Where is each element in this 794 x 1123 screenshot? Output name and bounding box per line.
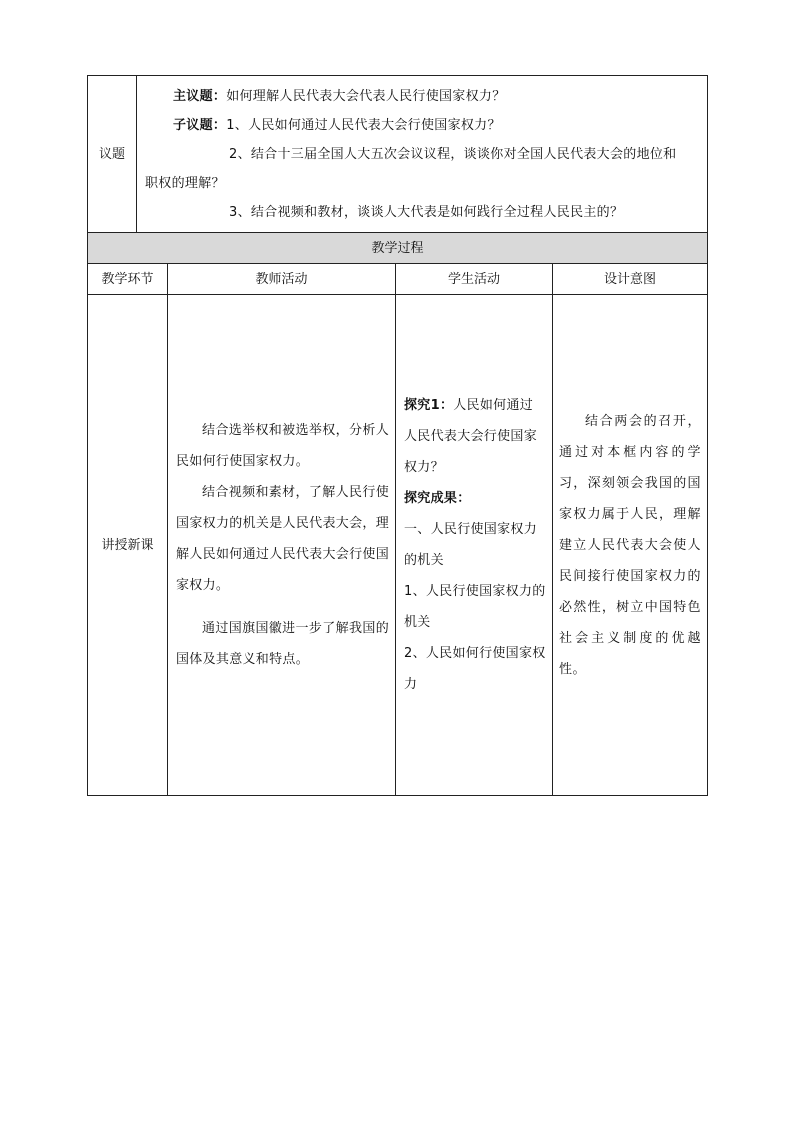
process-title: 教学过程: [88, 233, 708, 264]
teacher-paragraph: 结合视频和素材，了解人民行使国家权力的机关是人民代表大会，理解人民如何通过人民代表大会行使国家权力。: [176, 485, 389, 593]
explore-result-label: 探究成果：: [404, 491, 471, 506]
sub-topic-3: 3、结合视频和教材，谈谈人大代表是如何践行全过程人民民主的？: [229, 205, 624, 220]
section-row: [88, 295, 708, 796]
main-topic-label: 主议题：: [173, 89, 227, 104]
header-row: [88, 264, 708, 295]
header-student-activity: 学生活动: [396, 264, 553, 295]
sub-topic-2-continued: 职权的理解？: [145, 176, 225, 191]
section-label: 讲授新课: [88, 295, 168, 796]
student-activity: [396, 295, 553, 796]
main-topic-text: 如何理解人民代表大会代表人民行使国家权力？: [226, 89, 506, 104]
result-line: 2、人民如何行使国家权力: [404, 646, 546, 692]
teacher-activity: [168, 295, 396, 796]
topic-row: [88, 76, 708, 233]
result-line: 一、人民行使国家权力的机关: [404, 522, 538, 568]
topic-label: 议题: [88, 76, 137, 233]
explore-label: 探究1：: [404, 398, 454, 413]
teacher-paragraph: 通过国旗国徽进一步了解我国的国体及其意义和特点。: [176, 621, 389, 667]
sub-topic-2: 2、结合十三届全国人大五次会议议程，谈谈你对全国人民代表大会的地位和: [229, 147, 677, 162]
design-intent-text: 结合两会的召开，通过对本框内容的学习，深刻领会我国的国家权力属于人民，理解建立人民代表大会使人民间接行使国家权力的必然性，树立中国特色社会主义制度的优越性。: [559, 413, 702, 677]
header-design-intent: 设计意图: [553, 264, 708, 295]
process-title-row: [88, 233, 708, 264]
explore-text: 人民如何通过人民代表大会行使国家权力？: [404, 398, 538, 475]
topic-content: [137, 76, 708, 233]
teacher-paragraph: 结合选举权和被选举权，分析人民如何行使国家权力。: [176, 423, 389, 469]
main-topic: [145, 82, 697, 111]
header-stage: 教学环节: [88, 264, 168, 295]
sub-topic-1: [145, 111, 697, 140]
sub-topic-label: 子议题：: [173, 118, 227, 133]
sub-topic-1-text: 1、人民如何通过人民代表大会行使国家权力？: [226, 118, 501, 133]
explore-question: [404, 390, 546, 483]
design-intent: [553, 295, 708, 796]
result-line: 1、人民行使国家权力的机关: [404, 584, 546, 630]
lesson-plan-table: [87, 75, 708, 796]
header-teacher-activity: 教师活动: [168, 264, 396, 295]
